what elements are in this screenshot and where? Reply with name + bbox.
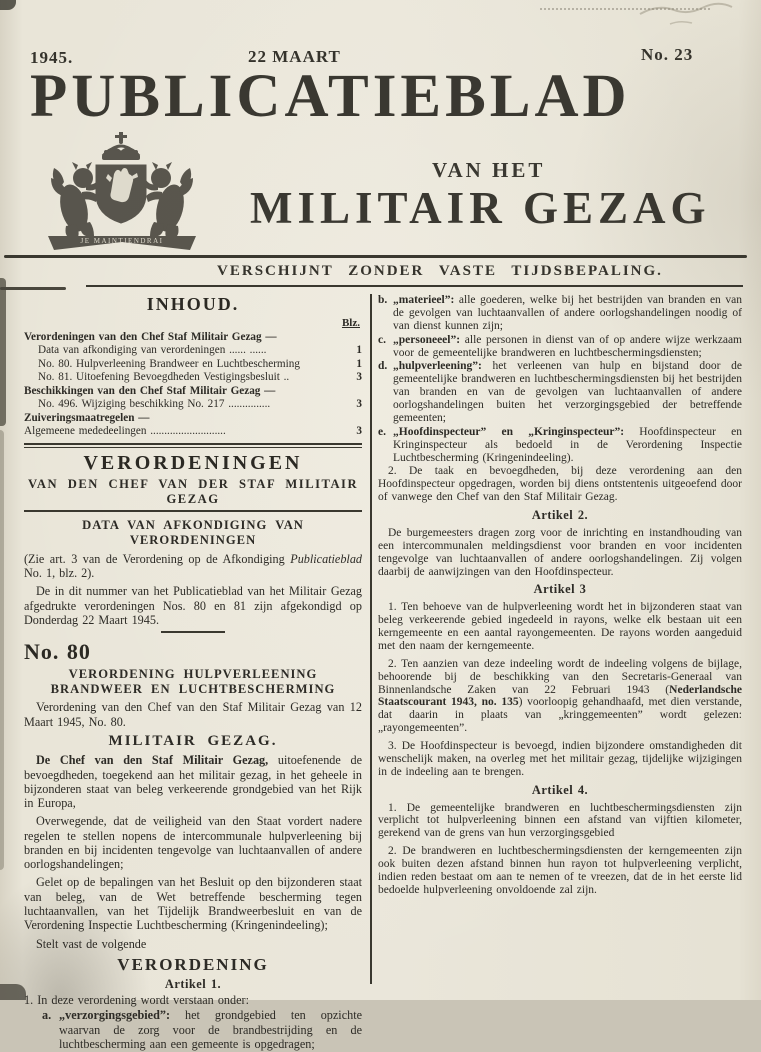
artikel-3-paragraph-1: 1. Ten behoeve van de hulpverleening wordt het in bijzonderen staat van beleg verkeerende gebied ingedeeld in rayons, welke elk bestaan uit een kerngemeente en een aantal rayongemeenten. De rayons worden aangeduid met den naam der kerngemeente. bbox=[378, 601, 742, 652]
toc-page bbox=[346, 331, 362, 344]
toc-row bbox=[24, 398, 362, 411]
artikel-1-item-2: 2. De taak en bevoegdheden, bij deze verordening aan den Hoofdinspecteur opgedragen, worden bij diens ontstentenis uitgeoefend door of vanwege den Chef van den Staf Militair Gezag. bbox=[378, 465, 742, 504]
paragraph-lead: De Chef van den Staf Militair Gezag, bbox=[36, 753, 269, 768]
artikel-3-paragraph-3: 3. De Hoofdinspecteur is bevoegd, indien bijzondere omstandigheden dit wenschelijk maken, na overleg met het militair gezag, tijdelijke wijzigingen in de indeeling aan te brengen. bbox=[378, 740, 742, 778]
ordinance-number: No. 80 bbox=[24, 639, 91, 665]
artikel-1-heading: Artikel 1. bbox=[164, 976, 222, 991]
toc-page: 3 bbox=[356, 398, 362, 411]
paragraph-text: uitoefenende de bevoegdheden, toegekend aan het militair gezag, in het geheele in bijzonderen staat van beleg verkeerende grondgebied van het Rijk in Europa, bbox=[24, 753, 362, 811]
note-text: No. 1, blz. 2). bbox=[24, 566, 95, 580]
toc-row bbox=[24, 358, 362, 371]
definition-text: het grondgebied ten opzichte waarvan de zorg voor de brandbestrijding en de luchtbescherming aan een gemeente is opgedragen; bbox=[59, 1008, 362, 1051]
toc-entry: No. 496. Wijziging beschikking No. 217 ............... bbox=[38, 398, 271, 411]
toc-entry: Data van afkondiging van verordeningen ...... ...... bbox=[38, 344, 267, 357]
definition-text: het verleenen van hulp en bijstand door de gemeentelijke brandweren en luchtbeschermingsdiensten bij het bestrijden van branden en van de gevolgen van luchtaanvallen of andere oorlogshandelingen buiten het verzorgingsgebied der betreffende gemeenten; bbox=[393, 360, 742, 424]
masthead-rule bbox=[4, 255, 747, 258]
toc-page bbox=[346, 385, 362, 398]
artikel-2-heading: Artikel 2. bbox=[531, 508, 589, 522]
toc-page bbox=[346, 412, 362, 425]
definition-item-b bbox=[378, 294, 742, 333]
subtitle-militair-gezag: MILITAIR GEZAG bbox=[250, 183, 711, 233]
artikel-4-paragraph-1: 1. De gemeentelijke brandweren en luchtbeschermingsdiensten zijn verplicht tot hulpverleening binnen een afstand van vijftien kilometer, gerekend van de grens van hun verzorgingsgebied bbox=[378, 801, 742, 840]
defined-term: „verzorgingsgebied”: bbox=[59, 1008, 171, 1023]
item-text bbox=[393, 334, 742, 360]
toc-page: 3 bbox=[356, 371, 362, 384]
item-letter: c. bbox=[378, 333, 386, 346]
militair-gezag-heading: MILITAIR GEZAG. bbox=[108, 732, 278, 749]
toc-entry: Beschikkingen van den Chef Staf Militair Gezag — bbox=[24, 384, 276, 397]
definition-item-a bbox=[42, 1008, 362, 1051]
toc-page: 3 bbox=[356, 424, 362, 437]
tagline: VERSCHIJNT ZONDER VASTE TIJDSBEPALING. bbox=[217, 263, 663, 279]
artikel-3-paragraph-2 bbox=[378, 658, 742, 735]
section-divider-rule bbox=[24, 443, 362, 448]
ordinance-heading: VERORDENING HULPVERLEENING BRANDWEER EN LUCHTBESCHERMING bbox=[50, 666, 336, 696]
item-letter: e. bbox=[378, 425, 386, 438]
definition-item-e bbox=[378, 426, 742, 465]
paragraph: Gelet op de bepalingen van het Besluit op den bijzonderen staat van beleg, van de Wet betreffende bescherming tegen luchtaanvallen, van het Tijdelijk Brandweerbesluit en van de Verordening Inspectie Luchtbescherming (Kringenindeeling); bbox=[24, 875, 362, 933]
definition-item-d bbox=[378, 360, 742, 424]
artikel-4-paragraph-2: 2. De brandweren en luchtbeschermingsdiensten der kerngemeenten zijn ook buiten dezen afstand binnen hun rayon tot hulpverleening verplicht, indien reden bestaat om aan te nemen of te vreezen, dat de in het eerste lid bedoelde hulpverleening onvoldoende zal zijn. bbox=[378, 845, 742, 896]
toc-row bbox=[24, 344, 362, 357]
afkondiging-body: De in dit nummer van het Publicatieblad van het Militair Gezag afgedrukte verordeningen Nos. 80 en 81 zijn afgekondigd op Donderdag 22 Maart 1945. bbox=[24, 584, 362, 627]
paragraph: Overwegende, dat de veiligheid van den Staat vordert nadere regelen te stellen nopens de intercommunale hulpverleening bij branden en bij incidenten tengevolge van luchtaanvallen of andere oorlogshandelingen; bbox=[24, 814, 362, 872]
note-italic: Publicatieblad bbox=[290, 551, 363, 566]
tagline-rule-fragment bbox=[0, 287, 66, 290]
defined-term: „hulpverleening”: bbox=[393, 360, 482, 373]
scan-edge-artifact bbox=[0, 430, 4, 870]
toc-row bbox=[24, 412, 362, 425]
right-column bbox=[378, 294, 742, 1052]
toc-entry: Zuiveringsmaatregelen — bbox=[24, 411, 150, 424]
toc-row bbox=[24, 425, 362, 438]
definition-text: alle goederen, welke bij het bestrijden van branden en van de gevolgen van luchtaanvallen of andere oorlogshandelingen noodig of van dienst kunnen zijn; bbox=[393, 294, 742, 332]
item-letter: d. bbox=[378, 360, 388, 373]
definition-text: alle personen in dienst van of op andere wijze werkzaam voor de gemeentelijke brandweren en luchtbeschermingsdiensten; bbox=[393, 333, 742, 359]
column-divider-rule bbox=[370, 294, 372, 984]
toc-title: INHOUD. bbox=[146, 294, 240, 314]
subtitle-van-het: VAN HET bbox=[432, 158, 546, 182]
definition-item-c bbox=[378, 334, 742, 360]
paragraph-text: ) voorloopig gehandhaafd, met dien verstande, dat daarin in plaats van „kringgemeenten” wordt gelezen: „rayongemeenten”. bbox=[378, 696, 742, 735]
note-text: (Zie art. 3 van de Verordening op de Afkondiging bbox=[24, 551, 285, 566]
item-letter: a. bbox=[42, 1008, 52, 1023]
data-afkondiging-heading: DATA VAN AFKONDIGING VAN VERORDENINGEN bbox=[82, 518, 304, 547]
toc-row bbox=[24, 331, 362, 344]
toc-entry: Verordeningen van den Chef Staf Militair Gezag — bbox=[24, 330, 277, 343]
issue-number: No. 23 bbox=[641, 45, 694, 64]
afkondiging-note bbox=[24, 552, 362, 581]
verordening-heading: VERORDENING bbox=[117, 954, 269, 974]
short-rule bbox=[161, 631, 225, 633]
item-letter: b. bbox=[378, 294, 388, 306]
item-text bbox=[393, 360, 742, 424]
paragraph-text: 2. Ten aanzien van deze indeeling wordt de indeeling volgens de bijlage, behoorende bij de beschikking van den Secretaris-Generaal van Binnenlandsche Zaken van 22 Februari 1943 ( bbox=[378, 657, 742, 696]
toc-page: 1 bbox=[356, 357, 362, 370]
left-column bbox=[24, 294, 362, 1052]
scan-corner-artifact bbox=[0, 984, 26, 1000]
two-column-body bbox=[24, 294, 742, 1052]
toc-entry: No. 80. Hulpverleening Brandweer en Luchtbescherming bbox=[38, 357, 300, 370]
defined-term: „personeeel”: bbox=[393, 333, 461, 346]
defined-term: „Hoofdinspecteur” en „Kringinspecteur”: bbox=[393, 425, 625, 438]
item-text bbox=[393, 426, 742, 465]
staatscourant-reference: Nederlandsche Staatscourant 1943, no. 135 bbox=[378, 683, 742, 709]
item-text bbox=[393, 294, 742, 333]
artikel-2-paragraph: De burgemeesters dragen zorg voor de inrichting en instandhouding van een intercommunalen meldingsdienst voor branden en voor incidenten tengevolge van luchtaanvallen of andere oorlogshandelingen. Zij volgen daarbij de aanwijzingen van den Hoofdinspecteur. bbox=[378, 526, 742, 578]
verordeningen-subheading: VAN DEN CHEF VAN DER STAF MILITAIR GEZAG bbox=[27, 476, 359, 506]
handwriting-artifact bbox=[520, 0, 755, 30]
toc-row bbox=[24, 385, 362, 398]
crest-motto: JE MAINTIENDRAI bbox=[80, 237, 164, 245]
ordinance-intro: Verordening van den Chef van den Staf Militair Gezag van 12 Maart 1945, No. 80. bbox=[24, 700, 362, 729]
toc-entry: No. 81. Uitoefening Bevoegdheden Vestigingsbesluit .. bbox=[38, 371, 290, 384]
dutch-royal-coat-of-arms bbox=[36, 130, 208, 258]
artikel-1-item-1: 1. In deze verordening wordt verstaan onder: bbox=[24, 993, 249, 1008]
definition-text: Hoofdinspecteur en Kringinspecteur als bedoeld in de Verordening Inspectie Luchtbescherming (Kringenindeeling). bbox=[393, 425, 742, 464]
date-label: 22 MAART bbox=[248, 47, 341, 66]
toc-page: 1 bbox=[356, 344, 362, 357]
publication-title: PUBLICATIEBLAD bbox=[30, 63, 631, 130]
tagline-rule bbox=[86, 285, 743, 287]
scan-edge-artifact bbox=[0, 278, 6, 426]
defined-term: „materieel”: bbox=[393, 294, 455, 306]
artikel-3-heading: Artikel 3 bbox=[533, 582, 587, 597]
paragraph: Stelt vast de volgende bbox=[36, 936, 147, 951]
toc-page-col-header: Blz. bbox=[341, 317, 360, 330]
item-text bbox=[59, 1008, 362, 1051]
scan-corner-artifact bbox=[0, 0, 16, 10]
toc-row bbox=[24, 371, 362, 384]
year-label: 1945. bbox=[30, 48, 74, 67]
toc-entry: Algemeene mededeelingen ........................... bbox=[24, 424, 226, 437]
artikel-4-heading: Artikel 4. bbox=[531, 782, 589, 797]
rule bbox=[24, 510, 362, 512]
verordeningen-heading: VERORDENINGEN bbox=[83, 452, 303, 475]
paragraph bbox=[24, 753, 362, 810]
